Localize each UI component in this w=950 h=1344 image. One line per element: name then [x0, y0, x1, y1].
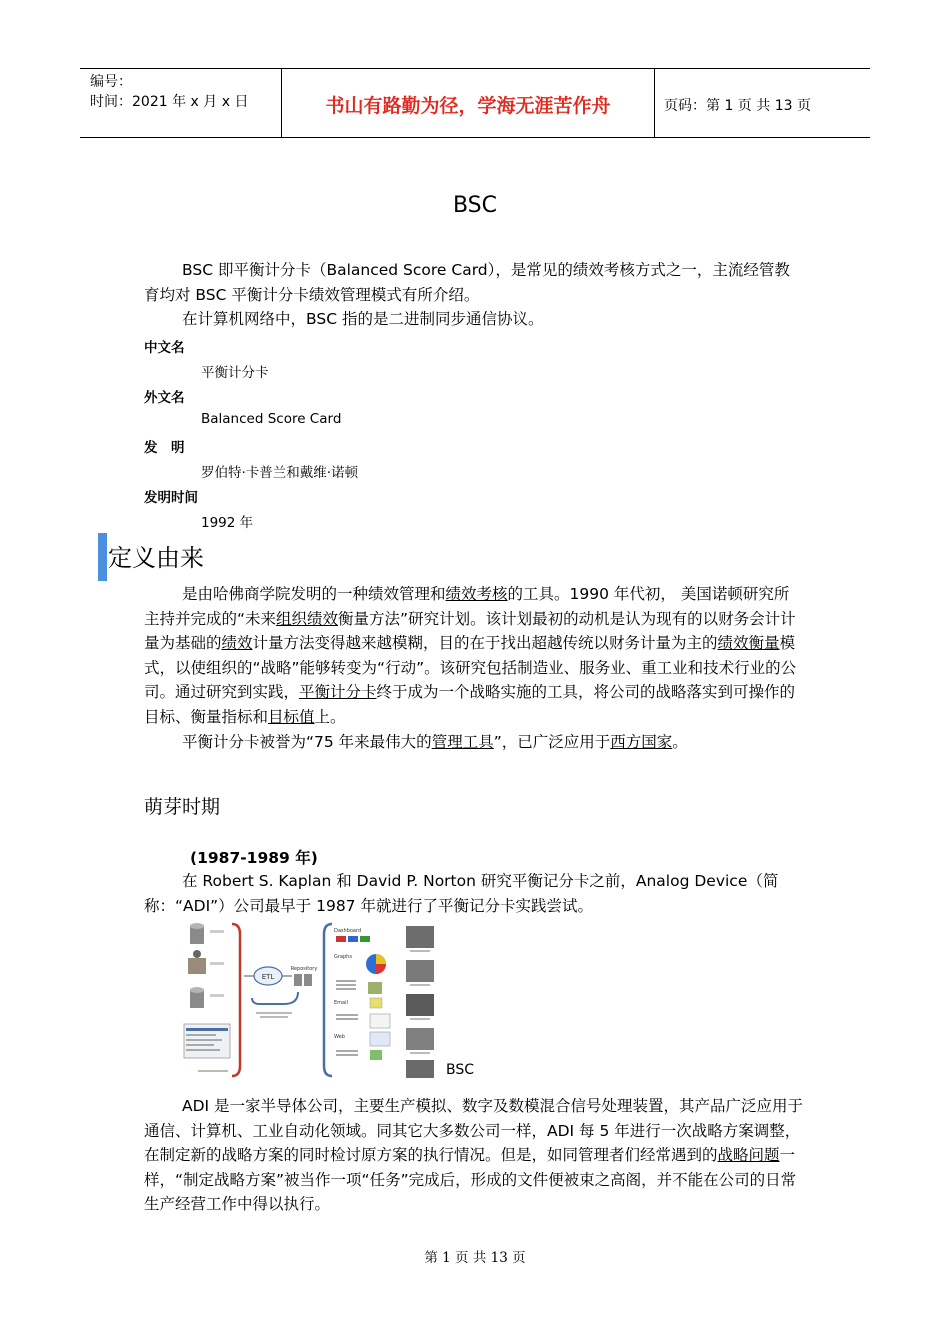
output-channels: [334, 926, 434, 1078]
text-run: 是由哈佛商学院发明的一种绩效管理和: [182, 585, 446, 603]
header-motto: 书山有路勤为径，学海无涯苦作舟: [325, 95, 611, 117]
section-heading-definition: 定义由来: [108, 544, 204, 572]
drill-through-arc: [252, 992, 298, 1004]
data-source-icons: [184, 923, 230, 1072]
praise-paragraph: [144, 730, 804, 755]
link-management-tool[interactable]: 管理工具: [431, 733, 494, 751]
source-bracket: [232, 924, 240, 1076]
link-performance-appraisal[interactable]: 绩效考核: [445, 585, 508, 603]
intro-paragraph-1: BSC 即平衡计分卡（Balanced Score Card），是常见的绩效考核方式之一，主流经管教育均对 BSC 平衡计分卡绩效管理模式有所介绍。: [144, 261, 790, 304]
invention-time-label: 发明时间: [144, 490, 198, 506]
email-label: Email: [334, 1000, 348, 1006]
text-run: 上。: [314, 707, 346, 726]
doc-number-label: 编号：: [90, 74, 132, 90]
link-performance-measurement[interactable]: 绩效衡量: [717, 634, 780, 652]
inventor-value: 罗伯特·卡普兰和戴维·诺顿: [201, 465, 359, 481]
link-western-countries[interactable]: 西方国家: [610, 733, 673, 751]
foreign-name-value: Balanced Score Card: [201, 411, 342, 427]
page-footer: 第 1 页 共 13 页: [424, 1250, 526, 1266]
doc-title: BSC: [452, 193, 498, 218]
period-heading: (1987-1989 年): [190, 849, 318, 867]
text-run: 计量方法变得越来越模糊，目的在于找出超越传统以财务计量为主的: [252, 634, 718, 652]
text-run: ”，已广泛应用于: [493, 733, 611, 751]
link-organizational-performance[interactable]: 组织绩效: [276, 609, 339, 628]
foreign-name-label: 外文名: [144, 390, 185, 406]
section-heading-origin: 萌芽时期: [144, 796, 221, 818]
cn-name-label: 中文名: [144, 340, 185, 356]
text-run: ADI 是一家半导体公司，主要生产模拟、数字及数模混合信号处理装置，其产品广泛应用于通信、计算机、工业自动化领域。同其它大多数公司一样，ADI 每 5 年进行一次战略方案调整，在制定新的战略方案的同时检讨原方案的执行情况。但是，如同管理者们经常遇到的: [144, 1097, 804, 1164]
dashboard-label: Dashboard: [334, 928, 362, 934]
text-run: 平衡计分卡被誉为“75 年来最伟大的: [182, 733, 432, 751]
output-bracket: [324, 924, 332, 1076]
text-run: 的工具。1990 年代初， 美国诺顿研究所主持并完成的“未来: [144, 585, 790, 628]
text-run: 模式，以使组织的“战略”能够转变为“行动”。该研究包括制造业、服务业、重工业和技术行业的公司。通过研究到实践，: [144, 634, 797, 701]
bsc-architecture-diagram: [180, 920, 444, 1082]
text-run: 。: [672, 733, 688, 751]
header-page-cell: [654, 69, 870, 137]
intro-paragraph-2: 在计算机网络中，BSC 指的是二进制同步通信协议。: [182, 310, 544, 328]
web-label: Web: [334, 1034, 345, 1040]
adi-intro-paragraph: 在 Robert S. Kaplan 和 David P. Norton 研究平衡记分卡之前，Analog Device（简称：“ADI”）公司最早于 1987 年就进行了平衡记分卡实践尝试。: [144, 872, 779, 915]
link-target-value[interactable]: 目标值: [268, 707, 315, 726]
etl-label: ETL: [261, 973, 275, 981]
header-meta-cell: [80, 69, 280, 137]
graphs-label: Graphs: [334, 954, 352, 960]
definition-paragraph: [144, 582, 804, 729]
figure-caption: BSC: [446, 1062, 475, 1078]
inventor-label: 发 明: [144, 440, 185, 456]
adi-paragraph: [144, 1094, 804, 1217]
link-strategic-issues[interactable]: 战略问题: [717, 1146, 780, 1164]
link-balanced-scorecard[interactable]: 平衡计分卡: [299, 683, 377, 701]
invention-time-value: 1992 年: [201, 515, 254, 531]
header-page-label: 页码：第 1 页 共 13 页: [664, 98, 811, 114]
etl-node: [244, 967, 292, 985]
text-run: 衡量方法”研究计划。该计划最初的动机是认为现有的以财务会计计量为基础的: [144, 609, 796, 652]
repository-label: Repository: [290, 966, 318, 972]
cn-name-value: 平衡计分卡: [201, 365, 269, 381]
text-run: 终于成为一个战略实施的工具，将公司的战略落实到可操作的目标、衡量指标和: [144, 683, 796, 726]
header-motto-cell: [281, 69, 655, 137]
page-header: [80, 68, 870, 138]
doc-time-label: 时间：2021 年 x 月 x 日: [90, 94, 249, 110]
link-performance[interactable]: 绩效: [221, 634, 253, 652]
repository-node: [291, 966, 318, 986]
section-marker: [98, 533, 107, 581]
text-run: 一样，“制定战略方案”被当作一项“任务”完成后，形成的文件便被束之高阁，并不能在公司的日常生产经营工作中得以执行。: [144, 1146, 797, 1213]
